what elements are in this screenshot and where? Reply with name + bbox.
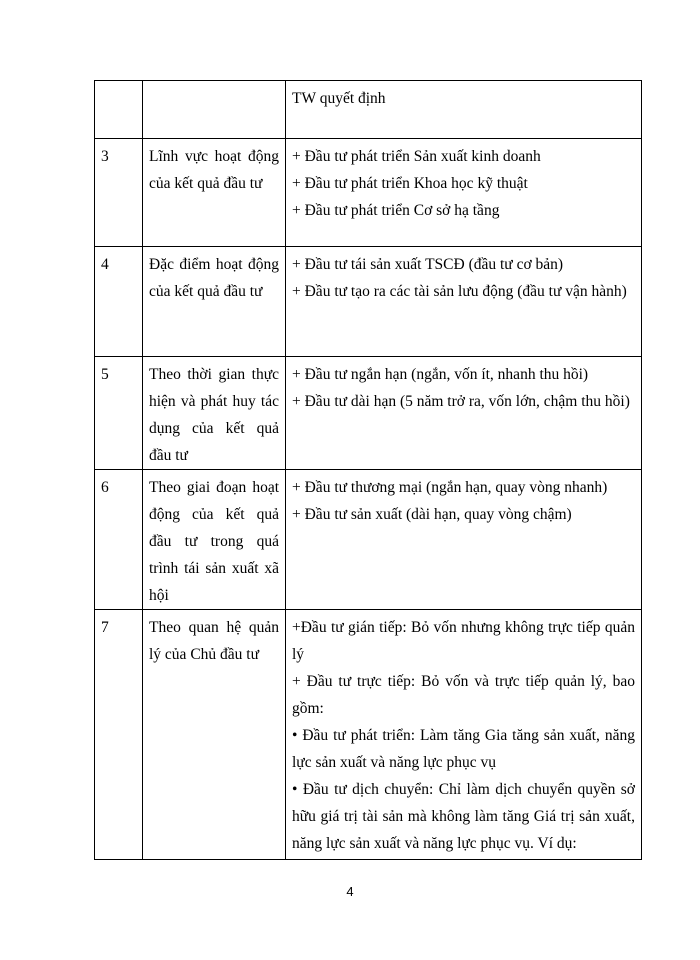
criterion-cell: Đặc điểm hoạt động của kết quả đầu tư — [143, 247, 286, 357]
table-row — [95, 139, 642, 247]
content-line: + Đầu tư sản xuất (dài hạn, quay vòng chậm) — [292, 506, 572, 523]
row-number-cell: 4 — [95, 247, 143, 357]
criterion-cell: Theo quan hệ quản lý của Chủ đầu tư — [143, 610, 286, 860]
row-number-cell: 7 — [95, 610, 143, 860]
content-line: + Đầu tư phát triển Cơ sở hạ tầng — [292, 202, 500, 219]
classification-table — [94, 80, 642, 860]
table-row — [95, 357, 642, 470]
criterion-cell — [143, 81, 286, 139]
content-line: + Đầu tư trực tiếp: Bỏ vốn và trực tiếp quản lý, bao gồm: — [292, 673, 635, 717]
page-number: 4 — [346, 884, 354, 899]
row-number-cell: 5 — [95, 357, 143, 470]
content-line: • Đầu tư dịch chuyển: Chỉ làm dịch chuyển quyền sở hữu giá trị tài sản mà không làm tăng Giá trị sản xuất, năng lực sản xuất và năng lực phục vụ. Ví dụ: — [292, 781, 635, 852]
row-number-cell: 3 — [95, 139, 143, 247]
content-cell — [286, 247, 642, 357]
criterion-cell: Theo thời gian thực hiện và phát huy tác dụng của kết quả đầu tư — [143, 357, 286, 470]
content-cell — [286, 610, 642, 860]
content-cell — [286, 139, 642, 247]
content-line: + Đầu tư phát triển Khoa học kỹ thuật — [292, 175, 528, 192]
content-line: + Đầu tư phát triển Sản xuất kinh doanh — [292, 148, 541, 165]
content-line: • Đầu tư phát triển: Làm tăng Gia tăng sản xuất, năng lực sản xuất và năng lực phục vụ — [292, 727, 635, 771]
content-line: TW quyết định — [292, 90, 386, 107]
content-line: + Đầu tư tạo ra các tài sản lưu động (đầu tư vận hành) — [292, 283, 627, 300]
table-row — [95, 247, 642, 357]
content-line: + Đầu tư ngắn hạn (ngắn, vốn ít, nhanh thu hồi) — [292, 366, 589, 383]
row-number-cell — [95, 81, 143, 139]
content-line: + Đầu tư tái sản xuất TSCĐ (đầu tư cơ bản) — [292, 256, 564, 273]
table-row — [95, 610, 642, 860]
content-line: +Đầu tư gián tiếp: Bỏ vốn nhưng không trực tiếp quản lý — [292, 619, 635, 663]
content-cell — [286, 357, 642, 470]
criterion-cell: Lĩnh vực hoạt động của kết quả đầu tư — [143, 139, 286, 247]
content-line: + Đầu tư dài hạn (5 năm trở ra, vốn lớn, chậm thu hồi) — [292, 393, 630, 410]
table-row — [95, 81, 642, 139]
table-row — [95, 470, 642, 610]
criterion-cell: Theo giai đoạn hoạt động của kết quả đầu tư trong quá trình tái sản xuất xã hội — [143, 470, 286, 610]
content-cell — [286, 81, 642, 139]
content-cell — [286, 470, 642, 610]
row-number-cell: 6 — [95, 470, 143, 610]
content-line: + Đầu tư thương mại (ngắn hạn, quay vòng nhanh) — [292, 479, 608, 496]
